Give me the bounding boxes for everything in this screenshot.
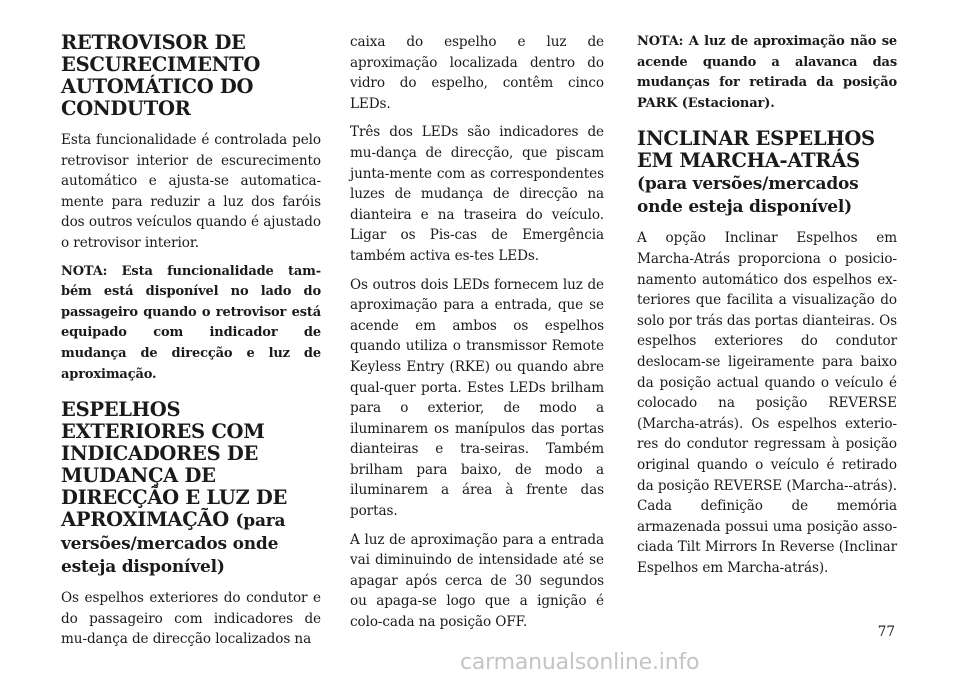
note-passenger-side: NOTA: Esta funcionalidade tam-bém está disponível no lado do passageiro quando o retrovisor está equipado com indicador de mudança de direcção e luz de aproximação.: [61, 263, 321, 382]
heading-exterior-mirrors: [61, 399, 321, 578]
paragraph-tilt-mirrors: A opção Inclinar Espelhos em Marcha-Atrás proporciona o posicio-namento automático dos espelhos ex-teriores que facilita a visualização do solo por trás das portas dianteiras. Os espelhos exteriores do condutor deslocam-se ligeiramente para baixo da posição actual quando o veículo é colocado na posição REVERSE (Marcha-atrás). Os espelhos exterio-res do condutor regressam à posição original quando o veículo é retirado da posição REVERSE (Marcha--atrás). Cada definição de memória armazenada possui uma posição asso-ciada Tilt Mirrors In Reverse (Inclinar Espelhos em Marcha-atrás).: [637, 230, 898, 576]
heading-tilt-mirrors-main: INCLINAR ESPELHOS EM MARCHA-ATRÁS: [637, 127, 875, 173]
note-approach-light: NOTA: A luz de aproximação não se acende quando a alavanca das mudanças for retirada da posição PARK (Estacionar).: [637, 34, 897, 111]
page-number: 77: [877, 624, 895, 640]
watermark: carmanualsonline.info: [460, 650, 700, 675]
paragraph-leds-count: caixa do espelho e luz de aproximação localizada dentro do vidro do espelho, contêm cinco LEDs.: [350, 34, 604, 112]
heading-auto-dimming-mirror: RETROVISOR DE ESCURECIMENTO AUTOMÁTICO DO CONDUTOR: [61, 31, 261, 120]
heading-tilt-mirrors: [637, 128, 897, 218]
paragraph-exterior-mirrors-intro: Os espelhos exteriores do condutor e do passageiro com indicadores de mu-dança de direcção localizados na: [61, 590, 321, 648]
heading-exterior-mirrors-main: ESPELHOS EXTERIORES COM INDICADORES DE MUDANÇA DE DIRECÇÃO E LUZ DE APROXIMAÇÃO: [61, 398, 288, 532]
heading-exterior-mirrors-sub: (para versões/mercados onde esteja disponível): [61, 511, 286, 578]
heading-tilt-mirrors-sub: (para versões/mercados onde esteja disponível): [637, 174, 859, 218]
paragraph-approach-light-dimming: A luz de aproximação para a entrada vai diminuindo de intensidade até se apagar após cerca de 30 segundos ou apaga-se logo que a ignição é colo-cada na posição OFF.: [350, 531, 604, 631]
column-left: [61, 32, 321, 650]
paragraph-auto-dimming: Esta funcionalidade é controlada pelo retrovisor interior de escurecimento automático e ajusta-se automatica-mente para reduzir a luz dos faróis dos outros veículos quando é ajustado o retrovisor interior.: [61, 132, 321, 251]
paragraph-turn-signal-leds: Três dos LEDs são indicadores de mu-dança de direcção, que piscam junta-mente com as correspondentes luzes de mudança de direcção na dianteira e na traseira do veículo. Ligar os Pis-cas de Emergência também activa es-tes LEDs.: [350, 124, 604, 264]
column-middle: [350, 32, 604, 633]
paragraph-approach-leds: Os outros dois LEDs fornecem luz de aproximação para a entrada, que se acende em ambos os espelhos quando utiliza o transmissor Remote Keyless Entry (RKE) ou quando abre qual-quer porta. Estes LEDs brilham para o exterior, de modo a iluminarem os manípulos das portas dianteiras e tra-seiras. Também brilham para baixo, de modo a iluminarem a área à frente das portas.: [350, 276, 604, 520]
column-right: [637, 32, 897, 578]
